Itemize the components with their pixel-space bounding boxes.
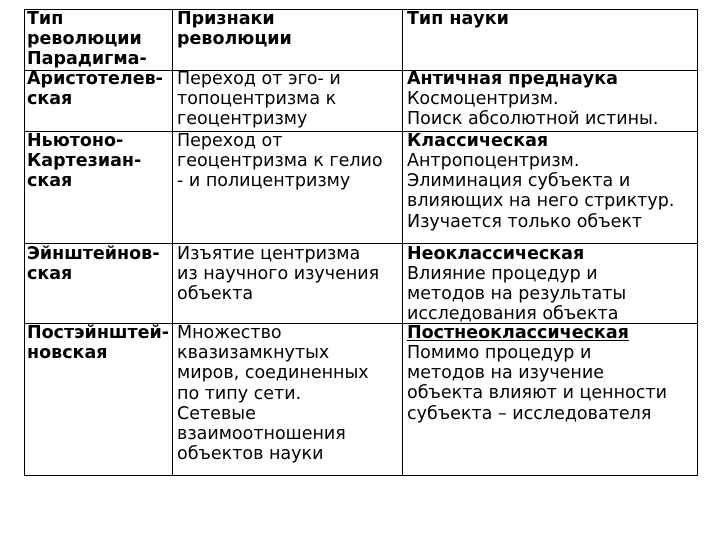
row-3-signs: Изъятие центризма из научного изучения объекта bbox=[177, 244, 380, 305]
row-3-science-desc: Влияние процедур и методов на результаты исследования объекта bbox=[407, 264, 627, 325]
row-4-signs: Множество квазизамкнутых миров, соединенных по типу сети. Сетевые взаимоотношения объектов науки bbox=[177, 323, 369, 465]
header-revolution-type: Тип революции Парадигма- bbox=[27, 9, 147, 70]
header-science-type: Тип науки bbox=[407, 9, 509, 29]
row-4-revolution: Постэйнштей- новская bbox=[27, 323, 170, 364]
row-1-science-title: Античная преднаука bbox=[407, 69, 618, 89]
row-1-science-desc: Космоцентризм. Поиск абсолютной истины. bbox=[407, 89, 659, 130]
row-4-science-desc: Помимо процедур и методов на изучение объекта влияют и ценности субъекта – исследователя bbox=[407, 343, 667, 424]
row-2-signs: Переход от геоцентризма к гелио - и полицентризму bbox=[177, 131, 383, 192]
row-4-science-title: Постнеоклассическая bbox=[407, 323, 629, 343]
row-3-revolution: Эйнштейнов- ская bbox=[27, 244, 160, 285]
row-2-science-desc: Антропоцентризм. Элиминация субъекта и влияющих на него стриктур. Изучается только объект bbox=[407, 151, 675, 232]
row-2-revolution: Ньютоно- Картезиан- ская bbox=[27, 131, 142, 192]
row-1-signs: Переход от эго- и топоцентризма к геоцентризму bbox=[177, 69, 341, 130]
header-revolution-signs: Признаки революции bbox=[177, 9, 292, 50]
row-1-revolution: Аристотелев- ская bbox=[27, 69, 163, 110]
row-2-science-title: Классическая bbox=[407, 131, 549, 151]
revolutions-table bbox=[24, 9, 698, 476]
table-border-bottom bbox=[24, 475, 698, 476]
row-3-science-title: Неоклассическая bbox=[407, 244, 585, 264]
